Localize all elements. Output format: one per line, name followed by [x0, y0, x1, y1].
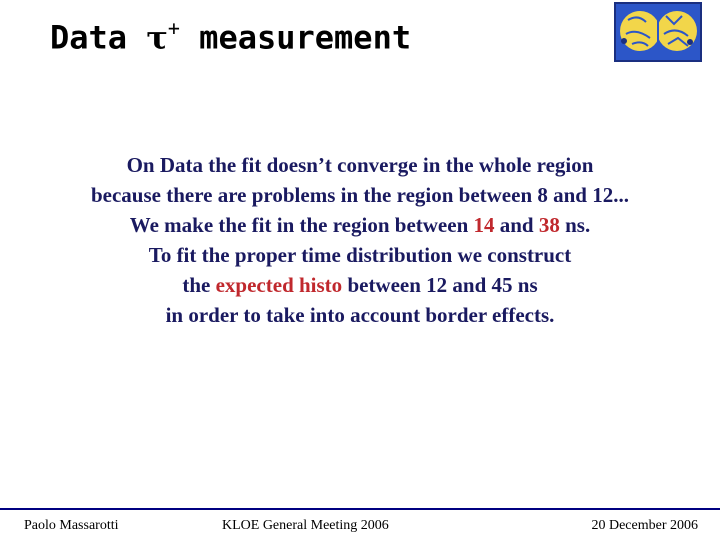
range-end-value: 38	[538, 213, 560, 237]
tau-symbol: τ	[146, 18, 168, 57]
footer-divider	[0, 508, 720, 510]
slide-body	[0, 150, 720, 330]
title-superscript: +	[167, 16, 180, 40]
body-line-2: because there are problems in the region between 8 and 12...	[90, 183, 629, 207]
line3-text-c: and	[494, 213, 539, 237]
body-line-4: To fit the proper time distribution we construct	[148, 243, 572, 267]
body-line-6: in order to take into account border effects.	[165, 303, 555, 327]
title-prefix: Data	[50, 18, 147, 57]
line3-text-a: We make the fit in the region between	[129, 213, 474, 237]
title-suffix: measurement	[179, 18, 412, 57]
expected-histo-highlight: expected histo	[215, 273, 343, 297]
footer-meeting: KLOE General Meeting 2006	[222, 518, 389, 533]
body-line-3	[0, 210, 720, 240]
line5-text-a: the	[182, 273, 216, 297]
body-line-5	[0, 270, 720, 300]
footer-date: 20 December 2006	[591, 518, 698, 533]
footer-author: Paolo Massarotti	[24, 518, 119, 533]
body-line-1: On Data the fit doesn’t converge in the whole region	[126, 153, 594, 177]
line3-text-e: ns.	[559, 213, 591, 237]
slide-title	[50, 18, 411, 57]
line5-text-c: between 12 and 45 ns	[342, 273, 538, 297]
range-start-value: 14	[473, 213, 495, 237]
kloe-logo-icon	[614, 2, 702, 62]
